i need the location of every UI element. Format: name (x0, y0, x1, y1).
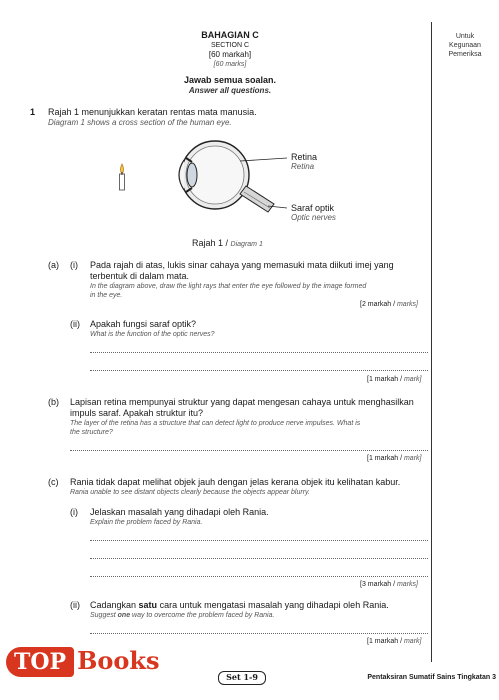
optic-nerve-label-en: Optic nerves (291, 213, 336, 222)
retina-label-ms: Retina (291, 152, 318, 162)
logo-top: TOP (6, 647, 74, 677)
logo-books: Books (77, 646, 160, 675)
part-a-i-text-en-2: in the eye. (90, 292, 123, 299)
part-a-i-marks (360, 300, 418, 309)
section-title-ms: BAHAGIAN C (201, 30, 259, 40)
part-c-i-label: (i) (70, 507, 78, 517)
part-b-text-ms-2: impuls saraf. Apakah struktur itu? (70, 408, 204, 418)
examiner-label-line3: Pemeriksa (448, 51, 482, 58)
part-b-label: (b) (48, 397, 59, 407)
q1-intro-en: Diagram 1 shows a cross section of the human eye. (48, 118, 232, 127)
part-c-ii-label: (ii) (70, 600, 80, 610)
part-c-ii-en-a: Suggest (90, 612, 118, 619)
part-c-text-ms: Rania tidak dapat melihat objek jauh dengan jelas kerana objek itu kelihatan kabur. (70, 477, 401, 487)
part-c-i-text-en: Explain the problem faced by Rania. (90, 519, 203, 526)
part-b-marks-en: mark] (403, 455, 422, 462)
instruction-ms: Jawab semua soalan. (183, 75, 277, 85)
eyeball-icon (179, 141, 274, 212)
part-b-text-ms-1: Lapisan retina mempunyai struktur yang dapat mengesan cahaya untuk menghasilkan (70, 397, 414, 407)
part-a-ii-text-en: What is the function of the optic nerves? (90, 331, 215, 338)
examiner-label-line1: Untuk (455, 33, 475, 40)
part-a-i-marks-ms: [2 markah / (360, 301, 396, 308)
part-c-i-text-ms: Jelaskan masalah yang dihadapi oleh Rania. (90, 507, 269, 517)
section-header (130, 30, 330, 96)
examiner-margin-line (431, 22, 432, 662)
part-a-i-label: (i) (70, 260, 78, 270)
part-b-marks-ms: [1 markah / (367, 455, 403, 462)
answer-line-c-i-3[interactable] (90, 576, 428, 577)
question-number: 1 (30, 107, 36, 117)
part-c-label: (c) (48, 477, 59, 487)
examiner-label (434, 32, 496, 59)
part-a-ii-marks-ms: [1 markah / (367, 376, 403, 383)
part-c-ii-ms-c: cara untuk mengatasi masalah yang dihadapi oleh Rania. (157, 600, 389, 610)
part-a-ii-marks (367, 375, 421, 384)
part-c-ii-text-ms (90, 600, 389, 611)
part-c-ii-ms-a: Cadangkan (90, 600, 139, 610)
part-c-i-marks-ms: [3 markah / (360, 581, 396, 588)
retina-label-en: Retina (291, 162, 315, 171)
part-a-label: (a) (48, 260, 59, 270)
part-a-i-text-ms-1: Pada rajah di atas, lukis sinar cahaya yang memasuki mata diikuti imej yang (90, 260, 394, 270)
part-a-ii-label: (ii) (70, 319, 80, 329)
part-c-text-en: Rania unable to see distant objects clearly because the objects appear blurry. (70, 489, 310, 496)
instruction-en: Answer all questions. (188, 86, 272, 95)
part-b-text-en-2: the structure? (70, 429, 113, 436)
book-title: Pentaksiran Sumatif Sains Tingkatan 3 (367, 674, 496, 681)
section-marks-ms: [60 markah] (208, 50, 252, 59)
part-a-ii-marks-en: mark] (403, 376, 422, 383)
part-c-ii-en-c: way to overcome the problem faced by Rania. (130, 612, 275, 619)
answer-line-a-ii-1[interactable] (90, 352, 428, 353)
examiner-label-line2: Kegunaan (449, 42, 481, 49)
diagram-caption (192, 238, 263, 249)
section-marks-en: [60 marks] (213, 61, 247, 68)
part-c-i-marks (360, 580, 418, 589)
section-title-en: SECTION C (210, 42, 250, 49)
diagram-caption-ms: Rajah 1 / (192, 238, 229, 248)
part-c-ii-marks-en: mark] (403, 638, 422, 645)
part-c-ii-marks (367, 637, 421, 646)
topbooks-logo (6, 646, 160, 677)
part-a-ii-text-ms: Apakah fungsi saraf optik? (90, 319, 197, 329)
answer-line-b[interactable] (70, 450, 428, 451)
q1-intro-ms: Rajah 1 menunjukkan keratan rentas mata manusia. (48, 107, 257, 117)
answer-line-a-ii-2[interactable] (90, 370, 428, 371)
answer-line-c-i-2[interactable] (90, 558, 428, 559)
part-c-ii-marks-ms: [1 markah / (367, 638, 403, 645)
part-b-marks (367, 454, 421, 463)
optic-nerve-label-ms: Saraf optik (291, 203, 335, 213)
part-c-i-marks-en: marks] (396, 581, 418, 588)
diagram-caption-en: Diagram 1 (230, 241, 263, 248)
part-c-ii-text-en (90, 611, 274, 620)
part-c-ii-ms-b: satu (138, 600, 158, 610)
candle-icon (120, 164, 125, 190)
answer-line-c-i-1[interactable] (90, 540, 428, 541)
answer-line-c-ii[interactable] (90, 633, 428, 634)
part-b-text-en-1: The layer of the retina has a structure that can detect light to produce nerve impulses. What is (70, 420, 361, 427)
part-a-i-text-en-1: In the diagram above, draw the light rays that enter the eye followed by the image formed (90, 283, 367, 290)
part-a-i-text-ms-2: terbentuk di dalam mata. (90, 271, 190, 281)
part-a-i-marks-en: marks] (396, 301, 418, 308)
part-c-ii-en-b: one (117, 612, 131, 619)
set-badge: Set 1-9 (218, 671, 266, 685)
